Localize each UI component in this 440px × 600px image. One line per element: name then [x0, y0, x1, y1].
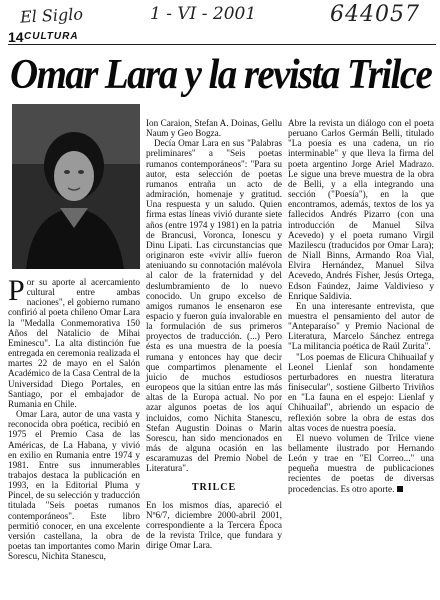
handwritten-date: 1 - VI - 2001 [150, 4, 257, 24]
paragraph: Omar Lara, autor de una vasta y reconocida obra poética, recibió en 1975 el Premio Casa de las Américas, de La Habana, y vivió en exilio en Rumania entre 1974 y 1981. Entre sus innumerables trabajos destaca la publicación en 1993, en la Editorial Pluma y Pincel, de su selección y traducción titulada "Seis poetas rumanos contemporáneos". Este libro permitió conocer, en una excelente versión castellana, la obra de poetas tan importantes como Marin Sorescu, Nichita Stanescu, [8, 409, 140, 562]
paragraph: Abre la revista un diálogo con el poeta peruano Carlos Germán Belli, titulado "La poesía es una cadena, un río interminable" y que lleva la firma del poeta argentino Jorge Ariel Madrazo. Le sigue una breve muestra de la obra de Belli, y a ella integrando una sección ("Poesía"), en la que encontramos, además, textos de los ya fallecidos Andrés Pizarro (con una introducción de Manuel Silva Acevedo) y el poeta rumano Virgil Mazilescu (traducidos por Omar Lara); de Niall Binns, Armando Roa Vial, Elvira Hernández, Manuel Silva Acevedo, Andrés Fisher, Jesús Ortega, Edson Faúndez, Jaime Valdivieso y Enrique Saldivia. [288, 118, 434, 301]
subheading-trilce: TRILCE [191, 482, 237, 494]
end-of-article-mark [397, 486, 403, 492]
handwritten-paper-name: El Siglo [19, 4, 84, 27]
portrait-photo [12, 104, 140, 269]
dropcap-letter: P [8, 274, 25, 307]
paragraph: El nuevo volumen de Trilce viene bellamente ilustrado por Hernando León y trae en "El Correo..." una pequeña muestra de publicaciones recientes de poetas de diversas procedencias. Es otro aporte. [288, 432, 434, 494]
handwritten-archive-code: 644057 [330, 2, 420, 27]
paragraph: En los mismos días, apareció el Nº6/7, diciembre 2000-abril 2001, correspondiente a la Tercera Época de la revista Trilce, que fundara y dirige Omar Lara. [146, 499, 282, 551]
paragraph: En una interesante entrevista, que muestra el pensamiento del autor de "Anteparaíso" y Premio Nacional de Literatura, Marcelo Sánchez entrega "La militancia poética de Raúl Zurita". [288, 300, 434, 352]
paragraph: "Los poemas de Elicura Chihuailaf y Leonel Lienlaf son hondamente perturbadores en nuestra literatura finisecular", sostiene Gilberto Triviños en "La fauna en el espejo: Lienlaf y Chihuailaf", abriendo un espacio de reflexión sobre la obra de estas dos altas voces de nuestra poesía. [288, 351, 434, 433]
article-column-1 [8, 274, 140, 562]
paragraph: Decía Omar Lara en sus "Palabras preliminares" a "Seis poetas rumanos contemporáneos": "Para su autor, esta selección de poetas rumanos entraña un acto de admiración, homenaje y gratitud. Una respuesta y un saludo. Quien firma estas líneas vivió durante siete años (entre 1974 y 1981) en la patria de Brancusi, Voronca, Ionescu y Dinu Lipati. Las circunstancias que originaron este «vivir allí» fueron ateniuando su connotación malévola al calor de la fraternidad y del deslumbramiento de lo nuevo conocido. Un grupo excelso de amigos rumanos le ensenaron ese espacio y fueron guía invalorable en la formulación de sus primeros proyectos de traducción. (...) Pero ésta es una muestra de la poesía rumana y entonces hay que decir que compartimos plenamente el juicio de muchos estudiosos europeos que la sitúan entre las más altas de la Europa actual. No por azar algunos poetas de los aquí incluidos, como Nichita Stanescu, Stefan Augustin Doinas o Marin Sorescu, han sido mencionados en más de alguna ocasión en las escaramuzas del Premio Nobel de Literatura". [146, 138, 282, 474]
article-column-2 [146, 118, 282, 550]
lead-paragraph: or su aporte al acercamiento cultural entre ambas naciones", el gobierno rumano confirió al poeta chileno Omar Lara la "Medalla Conmemorativa 150 Años del Natalicio de Mihai Eminescu". La alta distinción fue entregada en ceremonia realizada el martes 22 de mayo en el Salón Académico de la Casa Central de la Universidad Diego Portales, en Santiago, por el embajador de Rumania en Chile. [8, 277, 140, 409]
section-bar [8, 29, 436, 45]
article-column-3 [288, 118, 434, 494]
paragraph: Ion Caraion, Stefan A. Doinas, Gellu Naum y Geo Bogza. [146, 118, 282, 139]
headline: Omar Lara y la revista Trilce [10, 51, 432, 98]
section-name: CULTURA [24, 31, 79, 42]
page-number: 14 [8, 29, 24, 45]
